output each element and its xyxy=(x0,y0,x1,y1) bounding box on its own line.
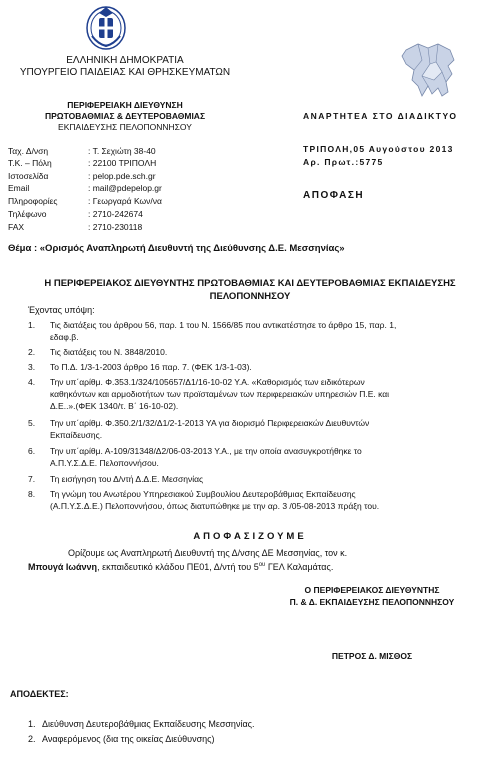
list-item xyxy=(28,489,468,513)
contact-postcode-city xyxy=(8,158,248,170)
item-number: 2. xyxy=(28,347,36,357)
contact-value: : pelop.pde.sch.gr xyxy=(88,171,156,181)
posting-notice: ΑΝΑΡΤΗΤΕΑ ΣΤΟ ΔΙΑΔΙΚΤΥΟ xyxy=(303,111,458,121)
item-text: Δ.Ε..».(ΦΕΚ 1340/τ. Β΄ 16-10-02). xyxy=(50,401,179,411)
directorate-line-1: ΠΕΡΙΦΕΡΕΙΑΚΗ ΔΙΕΥΘΥΝΣΗ xyxy=(67,100,183,110)
item-text: καθηκόντων και αρμοδιοτήτων των προϊσταμένων των περιφερειακών υπηρεσιών Π.Ε. και xyxy=(50,389,390,399)
recipient-item xyxy=(28,719,468,731)
recipients-heading: ΑΠΟΔΕΚΤΕΣ: xyxy=(10,689,69,699)
peloponnese-map-icon xyxy=(398,40,460,100)
subject-line: Θέμα : «Ορισμός Αναπληρωτή Διευθυντή της Διεύθυνσης Δ.Ε. Μεσσηνίας» xyxy=(8,243,345,254)
contact-label: Πληροφορίες xyxy=(8,196,58,206)
list-item xyxy=(28,446,468,470)
issuer-title-line-2: ΠΕΛΟΠΟΝΝΗΣΟΥ xyxy=(209,291,291,302)
list-item xyxy=(28,377,468,413)
contact-label: Ιστοσελίδα xyxy=(8,171,49,181)
contact-label: Τ.Κ. – Πόλη xyxy=(8,158,52,168)
signatory-name: ΠΕΤΡΟΣ Δ. ΜΙΣΘΟΣ xyxy=(331,651,413,661)
signatory-title-line-2: Π. & Δ. ΕΚΠΑΙΔΕΥΣΗΣ ΠΕΛΟΠΟΝΝΗΣΟΥ xyxy=(289,597,455,607)
considering-label: Έχοντας υπόψη: xyxy=(28,305,95,315)
recipient-number: 2. xyxy=(28,734,36,744)
list-item xyxy=(28,418,468,442)
item-number: 7. xyxy=(28,474,36,484)
contact-value: : Γεωργαρά Κων/να xyxy=(88,196,162,206)
contact-label: Τηλέφωνο xyxy=(8,209,47,219)
contact-value: : 22100 ΤΡΙΠΟΛΗ xyxy=(88,158,157,168)
decision-text-line-1: Ορίζουμε ως Αναπληρωτή Διευθυντή της Δ/νσης ΔΕ Μεσσηνίας, τον κ. xyxy=(68,548,348,558)
contact-label: Email xyxy=(8,183,30,193)
decision-heading: ΑΠΟΦΑΣΗ xyxy=(303,190,365,201)
item-text: εδαφ.β. xyxy=(50,332,79,342)
coat-of-arms-icon xyxy=(86,4,126,50)
directorate-line-3: ΕΚΠΑΙΔΕΥΣΗΣ ΠΕΛΟΠΟΝΝΗΣΟΥ xyxy=(58,122,192,132)
recipient-number: 1. xyxy=(28,719,36,729)
issuer-title-line-1: Η ΠΕΡΙΦΕΡΕΙΑΚΟΣ ΔΙΕΥΘΥΝΤΗΣ ΠΡΩΤΟΒΑΘΜΙΑΣ ΚΑΙ ΔΕΥΤΕΡΟΒΑΘΜΙΑΣ ΕΚΠΑΙΔΕΥΣΗΣ xyxy=(44,278,456,289)
item-text: Εκπαίδευσης. xyxy=(50,430,103,440)
item-text: Α.Π.Υ.Σ.Δ.Ε. Πελοποννήσου. xyxy=(50,458,159,468)
list-item xyxy=(28,474,468,486)
recipient-item xyxy=(28,734,468,746)
item-text: Την υπ΄αρίθμ. Α-109/31348/Δ2/06-03-2013 Υ.Α., με την οποία ανασυγκροτήθηκε το xyxy=(50,446,362,456)
item-text: Τις διατάξεις του άρθρου 56, παρ. 1 του Ν. 1566/85 που αντικατέστησε το άρθρο 15, παρ. 1, xyxy=(50,320,397,330)
item-number: 3. xyxy=(28,362,36,372)
contact-address xyxy=(8,146,248,158)
appointee-name: Μπουγά Ιωάννη xyxy=(28,562,98,572)
decision-text-rest: , εκπαιδευτικό κλάδου ΠΕ01, Δ/ντή του 5 xyxy=(97,562,259,572)
recipient-text: Διεύθυνση Δευτεροβάθμιας Εκπαίδευσης Μεσσηνίας. xyxy=(42,719,255,729)
contact-value: : Τ. Σεχιώτη 38-40 xyxy=(88,146,156,156)
list-item xyxy=(28,320,468,344)
contact-website xyxy=(8,171,248,183)
place-date: ΤΡΙΠΟΛΗ,05 Αυγούστου 2013 xyxy=(303,144,454,154)
ordinal-superscript: ου xyxy=(258,562,266,568)
item-text: Τις διατάξεις του Ν. 3848/2010. xyxy=(50,347,168,357)
item-text: Το Π.Δ. 1/3-1-2003 άρθρο 16 παρ. 7. (ΦΕΚ 1/3-1-03). xyxy=(50,362,252,372)
contact-value: : mail@pdepelop.gr xyxy=(88,183,162,193)
directorate-line-2: ΠΡΩΤΟΒΑΘΜΙΑΣ & ΔΕΥΤΕΡΟΒΑΘΜΙΑΣ xyxy=(44,111,206,121)
contact-fax xyxy=(8,222,248,234)
contact-info-person xyxy=(8,196,248,208)
list-item xyxy=(28,347,468,359)
item-number: 5. xyxy=(28,418,36,428)
item-text: Την υπ΄αρίθμ. Φ.353.1/324/105657/Δ1/16-10-02 Υ.Α. «Καθορισμός των ειδικότερων xyxy=(50,377,365,387)
signatory-title-line-1: Ο ΠΕΡΙΦΕΡΕΙΑΚΟΣ ΔΙΕΥΘΥΝΤΗΣ xyxy=(304,585,440,595)
decision-text-end: ΓΕΛ Καλαμάτας. xyxy=(265,562,334,572)
contact-label: Ταχ. Δ/νση xyxy=(8,146,49,156)
decision-text-line-2 xyxy=(28,562,478,572)
item-number: 1. xyxy=(28,320,36,330)
list-item xyxy=(28,362,468,374)
contact-email xyxy=(8,183,248,195)
item-text: Τη γνώμη του Ανωτέρου Υπηρεσιακού Συμβουλίου Δευτεροβάθμιας Εκπαίδευσης xyxy=(50,489,356,499)
contact-value: : 2710-242674 xyxy=(88,209,143,219)
contact-value: : 2710-230118 xyxy=(88,222,143,232)
republic-name: ΕΛΛΗΝΙΚΗ ΔΗΜΟΚΡΑΤΙΑ xyxy=(66,55,184,66)
contact-phone xyxy=(8,209,248,221)
item-text: Την υπ΄αρίθμ. Φ.350.2/1/32/Δ1/2-1-2013 ΥΑ για διορισμό Περιφερειακών Διευθυντών xyxy=(50,418,370,428)
item-text: Τη εισήγηση του Δ/ντή Δ.Δ.Ε. Μεσσηνίας xyxy=(50,474,204,484)
ministry-name: ΥΠΟΥΡΓΕΙΟ ΠΑΙΔΕΙΑΣ ΚΑΙ ΘΡΗΣΚΕΥΜΑΤΩΝ xyxy=(19,67,231,78)
protocol-number: Αρ. Πρωτ.:5775 xyxy=(303,157,384,167)
decision-verb: ΑΠΟΦΑΣΙΖΟΥΜΕ xyxy=(193,531,307,542)
item-text: (Α.Π.Υ.Σ.Δ.Ε.) Πελοποννήσου, όπως διατυπώθηκε με την αρ. 3 /05-08-2013 πράξη του. xyxy=(50,501,380,511)
item-number: 4. xyxy=(28,377,36,387)
item-number: 6. xyxy=(28,446,36,456)
recipient-text: Αναφερόμενος (δια της οικείας Διεύθυνσης) xyxy=(42,734,215,744)
contact-label: FAX xyxy=(8,222,25,232)
item-number: 8. xyxy=(28,489,36,499)
